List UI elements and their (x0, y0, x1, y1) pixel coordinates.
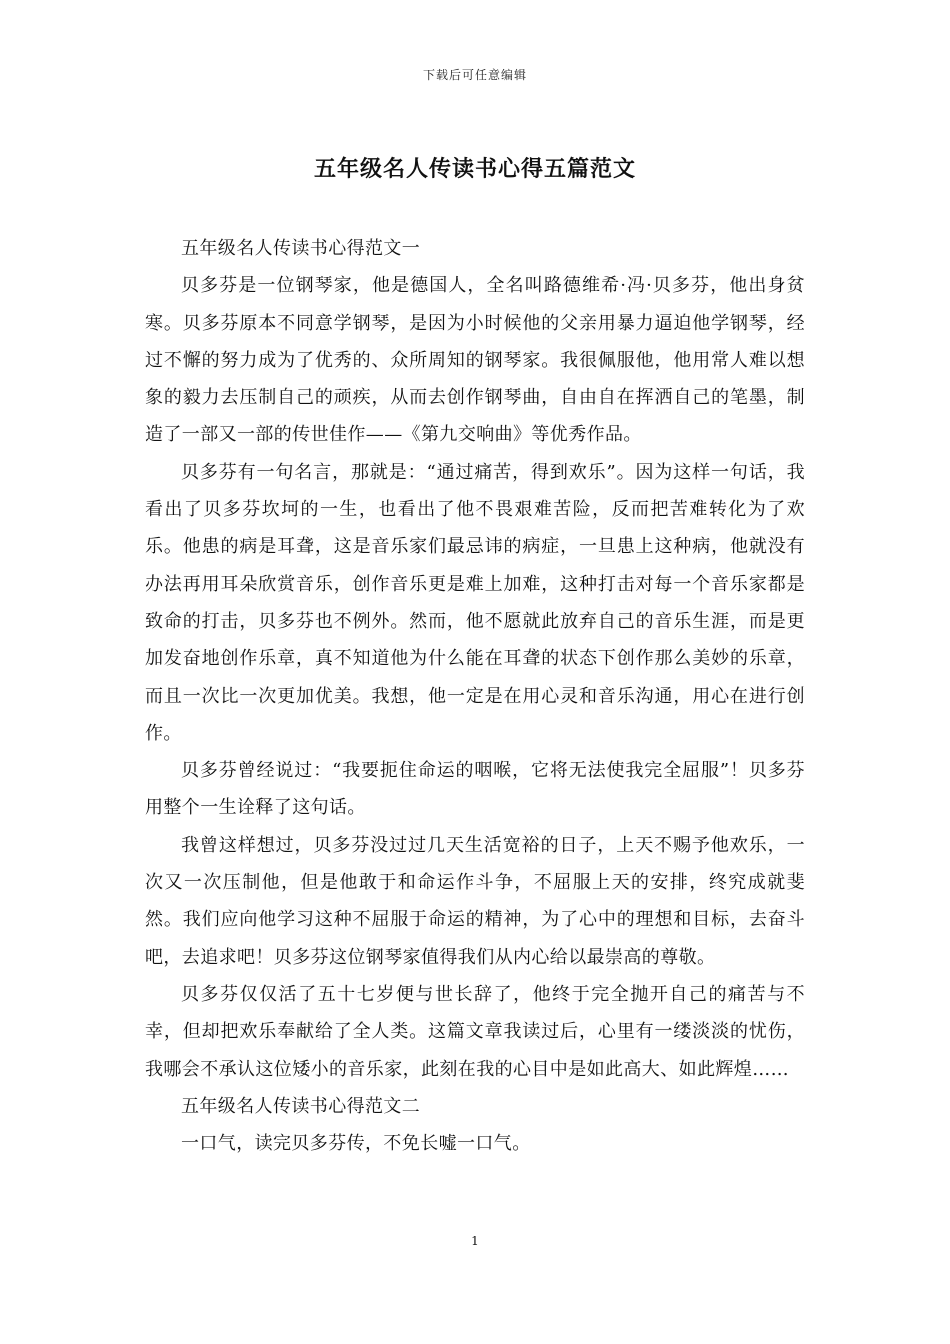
document-body (145, 230, 805, 1162)
paragraph: 贝多芬仅仅活了五十七岁便与世长辞了，他终于完全抛开自己的痛苦与不幸，但却把欢乐奉献给了全人类。这篇文章我读过后，心里有一缕淡淡的忧伤，我哪会不承认这位矮小的音乐家，此刻在我的心目中是如此高大、如此辉煌…… (145, 983, 805, 1080)
document-title: 五年级名人传读书心得五篇范文 (313, 156, 636, 182)
header-note: 下载后可任意编辑 (422, 68, 527, 82)
paragraph: 一口气，读完贝多芬传，不免长嘘一口气。 (181, 1133, 531, 1155)
paragraph: 我曾这样想过，贝多芬没过过几天生活宽裕的日子，上天不赐予他欢乐，一次又一次压制他，但是他敢于和命运作斗争，不屈服上天的安排，终究成就斐然。我们应向他学习这种不屈服于命运的精神，为了心中的理想和目标，去奋斗吧，去追求吧！贝多芬这位钢琴家值得我们从内心给以最崇高的尊敬。 (145, 834, 805, 968)
paragraph: 贝多芬曾经说过：“我要扼住命运的咽喉，它将无法使我完全屈服”！贝多芬用整个一生诠释了这句话。 (145, 760, 805, 819)
paragraph: 贝多芬有一句名言，那就是：“通过痛苦，得到欢乐”。因为这样一句话，我看出了贝多芬坎坷的一生，也看出了他不畏艰难苦险，反而把苦难转化为了欢乐。他患的病是耳聋，这是音乐家们最忌讳的病症，一旦患上这种病，他就没有办法再用耳朵欣赏音乐，创作音乐更是难上加难，这种打击对每一个音乐家都是致命的打击，贝多芬也不例外。然而，他不愿就此放弃自己的音乐生涯，而是更加发奋地创作乐章，真不知道他为什么能在耳聋的状态下创作那么美妙的乐章，而且一次比一次更加优美。我想，他一定是在用心灵和音乐沟通，用心在进行创作。 (145, 461, 805, 744)
section-heading-1: 五年级名人传读书心得范文一 (181, 238, 421, 259)
section-heading-2: 五年级名人传读书心得范文二 (181, 1095, 421, 1117)
paragraph: 贝多芬是一位钢琴家，他是德国人，全名叫路德维希·冯·贝多芬，他出身贫寒。贝多芬原本不同意学钢琴，是因为小时候他的父亲用暴力逼迫他学钢琴，经过不懈的努力成为了优秀的、众所周知的钢琴家。我很佩服他，他用常人难以想象的毅力去压制自己的顽疾，从而去创作钢琴曲，自由自在挥洒自己的笔墨，制造了一部又一部的传世佳作——《第九交响曲》等优秀作品。 (145, 275, 805, 446)
page-number: 1 (471, 1234, 479, 1248)
